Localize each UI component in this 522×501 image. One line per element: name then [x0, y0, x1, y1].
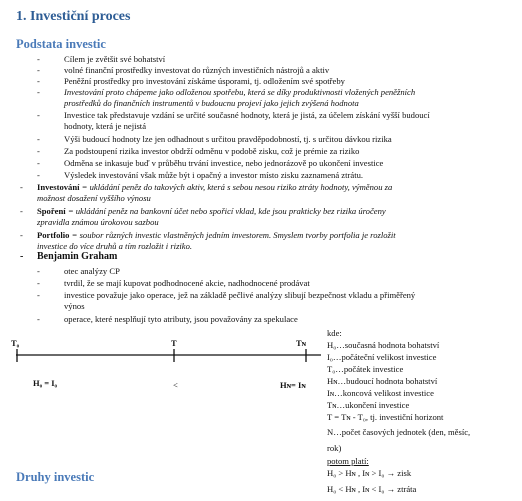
section-title-druhy: Druhy investic	[16, 470, 95, 484]
legend-line: T = Tɴ - T₀, tj. investiční horizont	[327, 412, 444, 422]
timeline-less-than: <	[173, 380, 178, 390]
timeline-h0: H₀ = I₀	[33, 378, 58, 388]
legend-line: Iɴ…koncová velikost investice	[327, 388, 434, 398]
legend-line: H₀ < Hɴ , Iɴ < I₀ → ztráta	[327, 484, 417, 494]
legend-line: Tɴ…ukončení investice	[327, 400, 410, 410]
legend-line: Hɴ…budoucí hodnota bohatství	[327, 376, 438, 386]
legend-line: T₀…počátek investice	[327, 364, 404, 374]
section-title-podstata: Podstata investic	[16, 37, 106, 51]
timeline-label-t0: T₀	[11, 338, 20, 348]
legend-line: N…počet časových jednotek (den, měsíc,	[327, 427, 471, 437]
chapter-heading: 1. Investiční proces	[16, 9, 131, 24]
legend-line: H₀…současná hodnota bohatství	[327, 340, 440, 350]
legend-line: potom platí:	[327, 456, 369, 466]
timeline-label-tn: Tɴ	[296, 338, 307, 348]
legend-line: kde:	[327, 328, 342, 338]
legend-line: H₀ > Hɴ , Iɴ > I₀ → zisk	[327, 468, 412, 478]
timeline-label-t: T	[171, 338, 177, 348]
legend-line: I₀…počáteční velikost investice	[327, 352, 437, 362]
timeline-hn: Hɴ= Iɴ	[280, 380, 306, 390]
legend-line: rok)	[327, 443, 342, 453]
